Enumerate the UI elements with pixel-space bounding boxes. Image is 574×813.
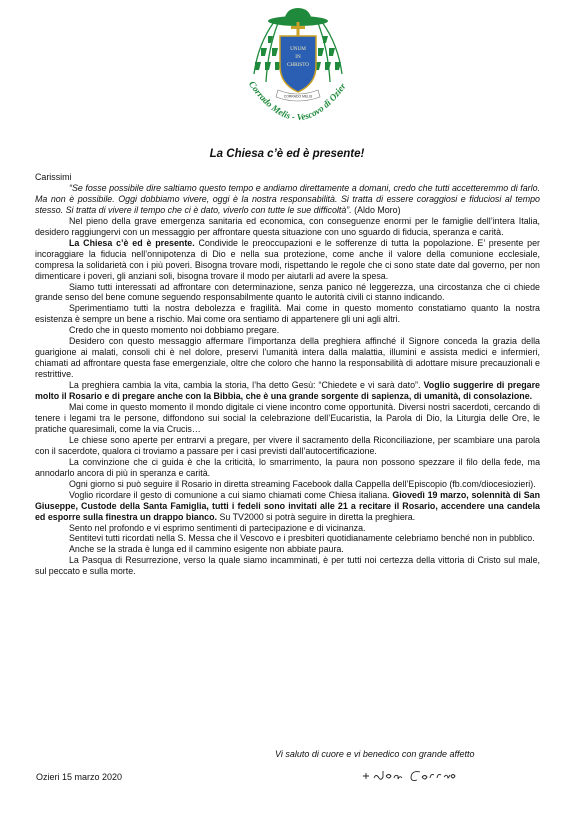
- paragraph-text: Credo che in questo momento noi dobbiamo pregare.: [69, 325, 280, 336]
- quoted-text: “Se fosse possibile dire saltiamo questo tempo e andiamo direttamente a domani, credo che tutti accetteremmo di farlo. Ma non è possibile. Oggi dobbiamo vivere, oggi è la nostra responsabilità. Si tratta di essere coraggiosi e fiduciosi al tempo stesso. Si tratta di vivere il tempo che ci è dato, viverlo con tutte le sue difficoltà”.: [35, 182, 540, 215]
- letter-paragraph: [35, 555, 540, 577]
- letter-paragraph: [35, 544, 540, 555]
- letter-paragraph: [35, 402, 540, 435]
- paragraph-text: Desidero con questo messaggio affermare l’importanza della preghiera affinché il Signore conceda la grazia della guarigione ai malati, consoli chi è nel dolore, preservi l’umanità intera dalla malattia, illumini e assista medici e infermieri, chiamati ad affrontare questa fase emergenziale, oltre che coloro che hanno la responsabilità di adottare misure precauzionali e restrittive.: [35, 336, 540, 380]
- paragraph-text: La preghiera cambia la vita, cambia la storia, l’ha detto Gesù: “Chiedete e vi sarà dato”.: [69, 380, 424, 391]
- shield-line-3: CHRISTO: [286, 62, 310, 68]
- letter-paragraph: [35, 336, 540, 380]
- letter-paragraph: [35, 238, 540, 282]
- paragraph-text: Sento nel profondo e vi esprimo sentimenti di partecipazione e di vicinanza.: [69, 522, 366, 533]
- letter-title: La Chiesa c’è ed è presente!: [209, 148, 365, 160]
- letter-paragraph: [35, 325, 540, 336]
- paragraph-text: Ogni giorno si può seguire il Rosario in diretta streaming Facebook dalla Cappella dell’Episcopio (fb.com/diocesiozieri).: [69, 478, 536, 489]
- paragraph-text: Sperimentiamo tutti la nostra debolezza e fragilità. Mai come in questo momento constatiamo quanto la nostra esistenza è sempre un bene a rischio. Mai come ora sentiamo di appartenere gli uni agli altri.: [35, 303, 540, 325]
- paragraph-text: Anche se la strada è lunga ed il cammino esigente non abbiate paura.: [69, 544, 344, 555]
- handwritten-signature: [360, 764, 460, 786]
- paragraph-text: Siamo tutti interessati ad affrontare con determinazione, senza panico né leggerezza, una circostanza che ci chiede grande senso del bene comune seguendo responsabilmente quanto le autorità civili ci stanno indicando.: [35, 281, 540, 303]
- galero-hat-crown: [284, 8, 312, 21]
- crest-motto: Corrado Melis - Vescovo di Ozier: [246, 79, 348, 123]
- cross-bar: [291, 26, 305, 29]
- paragraph-text: Su TV2000 si potrà seguire in diretta la preghiera.: [216, 511, 416, 522]
- closing-greeting: Vi saluto di cuore e vi benedico con grande affetto: [275, 749, 475, 759]
- scroll-text: CORRADO MELIS: [283, 94, 313, 99]
- paragraph-text: La convinzione che ci guida è che la criticità, lo smarrimento, la paura non possono spezzare il filo della fede, ma annodarlo ancora di più in speranza e carità.: [35, 456, 540, 478]
- letter-paragraph: [35, 479, 540, 490]
- letter-paragraph: [35, 490, 540, 523]
- paragraph-text: Nel pieno della grave emergenza sanitaria ed economica, con conseguenze enormi per le famiglie dell’intera Italia, desidero raggiungervi con un messaggio per affrontare questa situazione con uno sguardo di fiducia, speranza e carità.: [35, 215, 540, 237]
- bold-text: La Chiesa c’è ed è presente.: [69, 237, 195, 248]
- letter-paragraph: [35, 457, 540, 479]
- letter-body: [35, 172, 540, 577]
- paragraph-text: Condivide le preoccupazioni e le sofferenze di tutta la popolazione. E’ presente per incoraggiare la fiducia nell’onnipotenza di Dio e nella sua protezione, come anche il valore della comunione ecclesiale, compresa la solidarietà con i più poveri. Bisogna trovare modi, rispettando le regole che ci sono state date dal governo, per non dimenticare i poveri, gli anziani soli, bisogna trovare il modo per aiutarli ad avere la spesa.: [35, 237, 540, 281]
- letter-paragraph: [35, 523, 540, 534]
- letter-paragraph: [35, 380, 540, 402]
- paragraph-text: Le chiese sono aperte per entrarvi a pregare, per vivere il sacramento della Riconciliazione, per scambiare una parola con il sacerdote, qualora ci troviamo a passare per i casi previsti dall’autocertificazione.: [35, 434, 540, 456]
- paragraph-text: (Aldo Moro): [351, 204, 401, 215]
- letter-paragraph: [35, 303, 540, 325]
- bold-text: Voglio suggerire di pregare molto il Rosario e di pregare anche con la Bibbia, che è una grande sorgente di sapienza, di umanità, di consolazione.: [35, 380, 540, 402]
- paragraph-text: Sentitevi tutti ricordati nella S. Messa che il Vescovo e i presbiteri quotidianamente celebriamo benché non in pubblico.: [69, 533, 535, 544]
- episcopal-crest: [228, 4, 368, 144]
- shield-line-1: UNUM: [290, 46, 306, 52]
- letter-paragraph: [35, 282, 540, 304]
- paragraph-text: Carissimi: [35, 172, 72, 182]
- paragraph-text: Mai come in questo momento il mondo digitale ci viene incontro come opportunità. Diversi nostri sacerdoti, cercando di tenere i legami tra le persone, diffondono sui social la celebrazione dell’Eucaristia, la Parola di Dio, la Liturgia delle Ore, le pratiche quaresimali, come la via Crucis…: [35, 402, 540, 434]
- letter-paragraph: [35, 172, 540, 183]
- shield-line-2: IN: [295, 54, 301, 60]
- letter-paragraph: [35, 216, 540, 238]
- letter-paragraph: [35, 533, 540, 544]
- place-date: Ozieri 15 marzo 2020: [36, 772, 123, 782]
- paragraph-text: La Pasqua di Resurrezione, verso la quale siamo incamminati, è per tutti noi certezza della vittoria di Cristo sul male, sul peccato e sulla morte.: [35, 555, 540, 577]
- letter-paragraph: [35, 435, 540, 457]
- letter-paragraph: [35, 183, 540, 216]
- paragraph-text: Voglio ricordare il gesto di comunione a cui siamo chiamati come Chiesa italiana.: [69, 489, 393, 500]
- bold-text: Giovedì 19 marzo, solennità di San Giuseppe, Custode della Santa Famiglia, tutti i fedeli sono invitati alle 21 a recitare il Rosario, accendere una candela ed esporre sulla finestra un drappo bianco.: [35, 489, 540, 522]
